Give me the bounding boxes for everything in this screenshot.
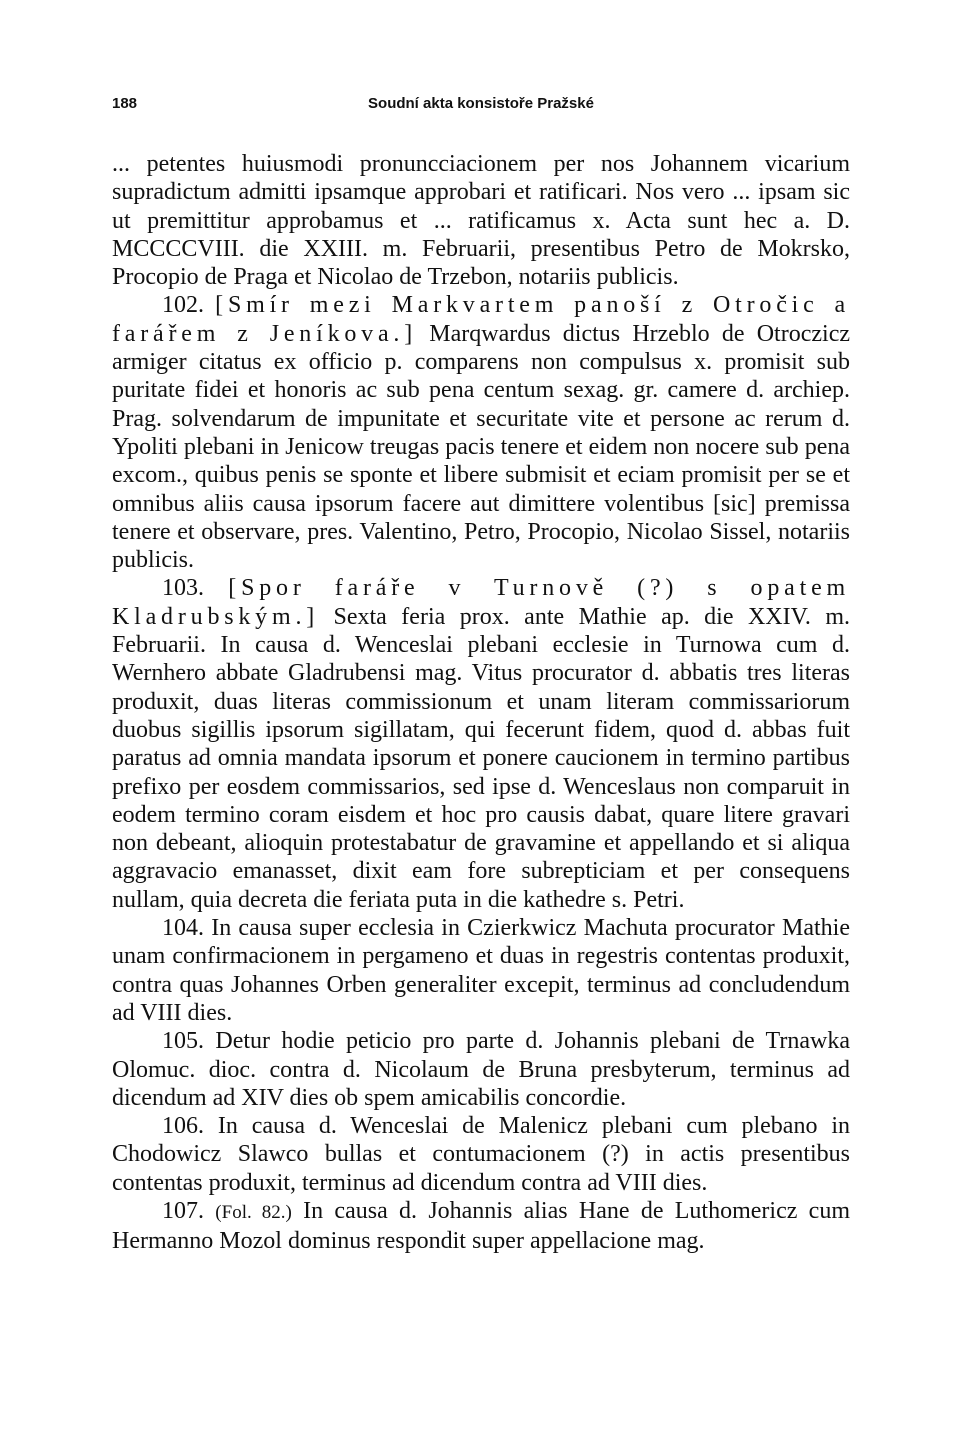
paragraph-101-continuation: [112, 150, 850, 291]
paragraph-text: In causa d. Wenceslai de Malenicz plebani cum plebano in Chodowicz Slawco bullas et contumacionem (?) in actis presentibus contentas produxit, terminus ad dicendum contra ad VIII dies.: [112, 1113, 850, 1196]
paragraph-104: [112, 914, 850, 1027]
paragraph-106: [112, 1112, 850, 1197]
entry-number: 103.: [162, 575, 204, 602]
entry-heading: [Spor faráře v Turnově (?) s opatem Kladrubským.]: [112, 575, 850, 630]
entry-heading: [Smír mezi Markvartem panoší z Otročic a farářem z Jeníkova.]: [112, 292, 851, 347]
entry-number: 104.: [162, 915, 204, 942]
paragraph-103: [112, 574, 850, 914]
entry-number: 102.: [162, 292, 204, 319]
paragraph-text: ... petentes huiusmodi pronuncciacionem per nos Johannem vicarium supradictum admitti ipsamque approbari et ratificari. Nos vero ... ipsam sic ut premittitur approbamus et ... ratificamus x. Acta sunt hec a. D. MCCCCVIII. die XXIII. m. Februarii, presentibus Petro de Mokrsko, Procopio de Praga et Nicolao de Trzebon, notariis publicis.: [112, 151, 850, 291]
page-header: [112, 92, 850, 116]
paragraph-102: [112, 291, 850, 574]
folio-reference: (Fol. 82.): [215, 1201, 292, 1223]
entry-number: 107.: [162, 1197, 204, 1224]
body-text: [112, 150, 850, 1256]
paragraph-text: Sexta feria prox. ante Mathie ap. die XXIV. m. Februarii. In causa d. Wenceslai plebani ecclesie in Turnowa cum d. Wernhero abbate Gladrubensi mag. Vitus procurator d. abbatis tres literas produxit, duas literas commissionum et unam literam commissariorum duobus sigillis ipsorum sigillatam, qui fecerunt fidem, quod d. abbas fuit paratus ad omnia mandata ipsorum et ponere caucionem in termino partibus prefixo per eosdem commissarios, sed ipse d. Wenceslaus non comparuit in eodem termino coram eisdem et hoc pro causis dabat, quare litere gravari non debeant, alioquin protestabatur de gravamine et appellando et si aliqua aggravacio emanasset, dixit eam fore subrepticiam et per consequens nullam, quia decreta die feriata puta in die kathedre s. Petri.: [112, 603, 850, 913]
paragraph-text: Marqwardus dictus Hrzeblo de Otroczicz armiger citatus ex officio p. comparens non compulsus x. promisit sub puritate fidei et honoris ac sub pena centum sexag. gr. camere d. archiep. Prag. solvendarum de impunitate et securitate vite et persone ac rerum d. Ypoliti plebani in Jenicow treugas pacis tenere et eidem non nocere sub pena excom., quibus penis se sponte et libere submisit et eciam promisit per se et omnibus aliis causa ipsorum facere aut dimittere volentibus [sic] premissa tenere et observare, pres. Valentino, Petro, Procopio, Nicolao Sissel, notariis publicis.: [112, 320, 850, 574]
paragraph-105: [112, 1027, 850, 1112]
paragraph-text: In causa super ecclesia in Czierkwicz Machuta procurator Mathie unam confirmacionem in pergameno et duas in regestris contentas produxit, contra quas Johannes Orben generaliter excepit, terminus ad concludendum ad VIII dies.: [112, 915, 850, 1026]
running-title: Soudní akta konsistoře Pražské: [368, 95, 594, 112]
entry-number: 106.: [162, 1113, 204, 1140]
paragraph-text: In causa d. Johannis alias Hane de Luthomericz cum Hermanno Mozol dominus respondit super appellacione mag.: [112, 1197, 850, 1255]
paragraph-text: Detur hodie peticio pro parte d. Johannis plebani de Trnawka Olomuc. dioc. contra d. Nicolaum de Bruna presbyterum, terminus ad dicendum ad XIV dies ob spem amicabilis concordie.: [112, 1028, 851, 1111]
entry-number: 105.: [162, 1028, 204, 1055]
paragraph-107: [112, 1197, 850, 1256]
page-number: 188: [112, 95, 138, 112]
